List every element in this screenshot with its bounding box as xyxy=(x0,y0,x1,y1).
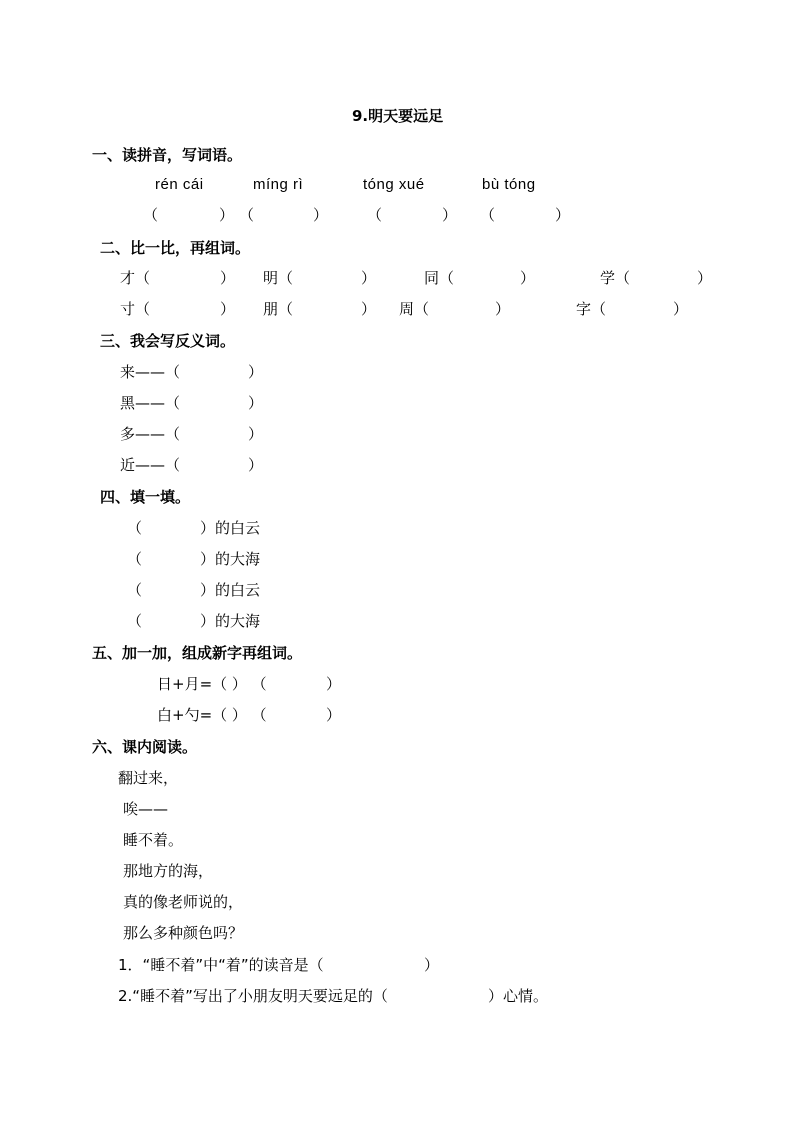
pinyin-1: rén cái xyxy=(155,176,204,193)
pinyin-4: bù tóng xyxy=(482,176,536,193)
answer-box-close: ） xyxy=(361,269,377,287)
compare-char: 同（ xyxy=(424,269,455,287)
compare-char: 周（ xyxy=(399,300,430,318)
section-2-heading: 二、比一比，再组词。 xyxy=(100,239,251,257)
section-1-heading: 一、读拼音，写词语。 xyxy=(92,146,243,164)
fill-item: ）的大海 xyxy=(200,612,261,630)
answer-box-open: （ xyxy=(367,206,383,224)
answer-box-open: （ xyxy=(127,519,143,537)
answer-box-open: （ xyxy=(127,581,143,599)
answer-box-close: ） xyxy=(248,456,264,474)
fill-item: ）的白云 xyxy=(200,581,261,599)
section-3-heading: 三、我会写反义词。 xyxy=(100,332,236,350)
poem-line: 那地方的海， xyxy=(123,862,214,880)
answer-box-close: ） xyxy=(248,394,264,412)
pinyin-3: tóng xué xyxy=(363,176,425,193)
compare-char: 字（ xyxy=(576,300,607,318)
antonym-item: 来——（ xyxy=(120,363,181,381)
combine-item: 白+勺=（ ） （ xyxy=(157,706,267,724)
poem-line: 那么多种颜色吗？ xyxy=(123,924,244,942)
fill-item: ）的白云 xyxy=(200,519,261,537)
compare-char: 明（ xyxy=(263,269,294,287)
compare-char: 寸（ xyxy=(120,300,151,318)
answer-box-close: ） xyxy=(424,956,440,974)
question-2-end: ）心情。 xyxy=(488,987,549,1005)
answer-box-close: ） xyxy=(326,675,342,693)
poem-line: 睡不着。 xyxy=(123,831,184,849)
answer-box-close: ） xyxy=(219,206,235,224)
answer-box-close: ） xyxy=(220,269,236,287)
section-5-heading: 五、加一加，组成新字再组词。 xyxy=(92,644,303,662)
answer-box-open: （ xyxy=(239,206,255,224)
answer-box-close: ） xyxy=(361,300,377,318)
pinyin-2: míng rì xyxy=(253,176,304,193)
poem-line: 唉—— xyxy=(123,800,169,818)
poem-line: 真的像老师说的， xyxy=(123,893,244,911)
answer-box-close: ） xyxy=(495,300,511,318)
answer-box-close: ） xyxy=(442,206,458,224)
answer-box-open: （ xyxy=(143,206,159,224)
page-title: 9.明天要远足 xyxy=(352,107,444,125)
fill-item: ）的大海 xyxy=(200,550,261,568)
answer-box-close: ） xyxy=(313,206,329,224)
compare-char: 朋（ xyxy=(263,300,294,318)
poem-line: 翻过来， xyxy=(118,769,179,787)
question-2: 2.“睡不着”写出了小朋友明天要远足的（ xyxy=(118,987,388,1005)
answer-box-close: ） xyxy=(520,269,536,287)
answer-box-open: （ xyxy=(127,612,143,630)
section-4-heading: 四、填一填。 xyxy=(100,488,191,506)
compare-char: 学（ xyxy=(600,269,631,287)
answer-box-open: （ xyxy=(480,206,496,224)
compare-char: 才（ xyxy=(120,269,151,287)
answer-box-close: ） xyxy=(248,425,264,443)
antonym-item: 多——（ xyxy=(120,425,181,443)
antonym-item: 近——（ xyxy=(120,456,181,474)
section-6-heading: 六、课内阅读。 xyxy=(92,738,198,756)
question-1: 1．“睡不着”中“着”的读音是（ xyxy=(118,956,324,974)
answer-box-close: ） xyxy=(555,206,571,224)
answer-box-close: ） xyxy=(220,300,236,318)
answer-box-close: ） xyxy=(673,300,689,318)
answer-box-close: ） xyxy=(248,363,264,381)
combine-item: 日+月=（ ） （ xyxy=(157,675,267,693)
answer-box-close: ） xyxy=(326,706,342,724)
answer-box-close: ） xyxy=(697,269,713,287)
antonym-item: 黑——（ xyxy=(120,394,181,412)
answer-box-open: （ xyxy=(127,550,143,568)
